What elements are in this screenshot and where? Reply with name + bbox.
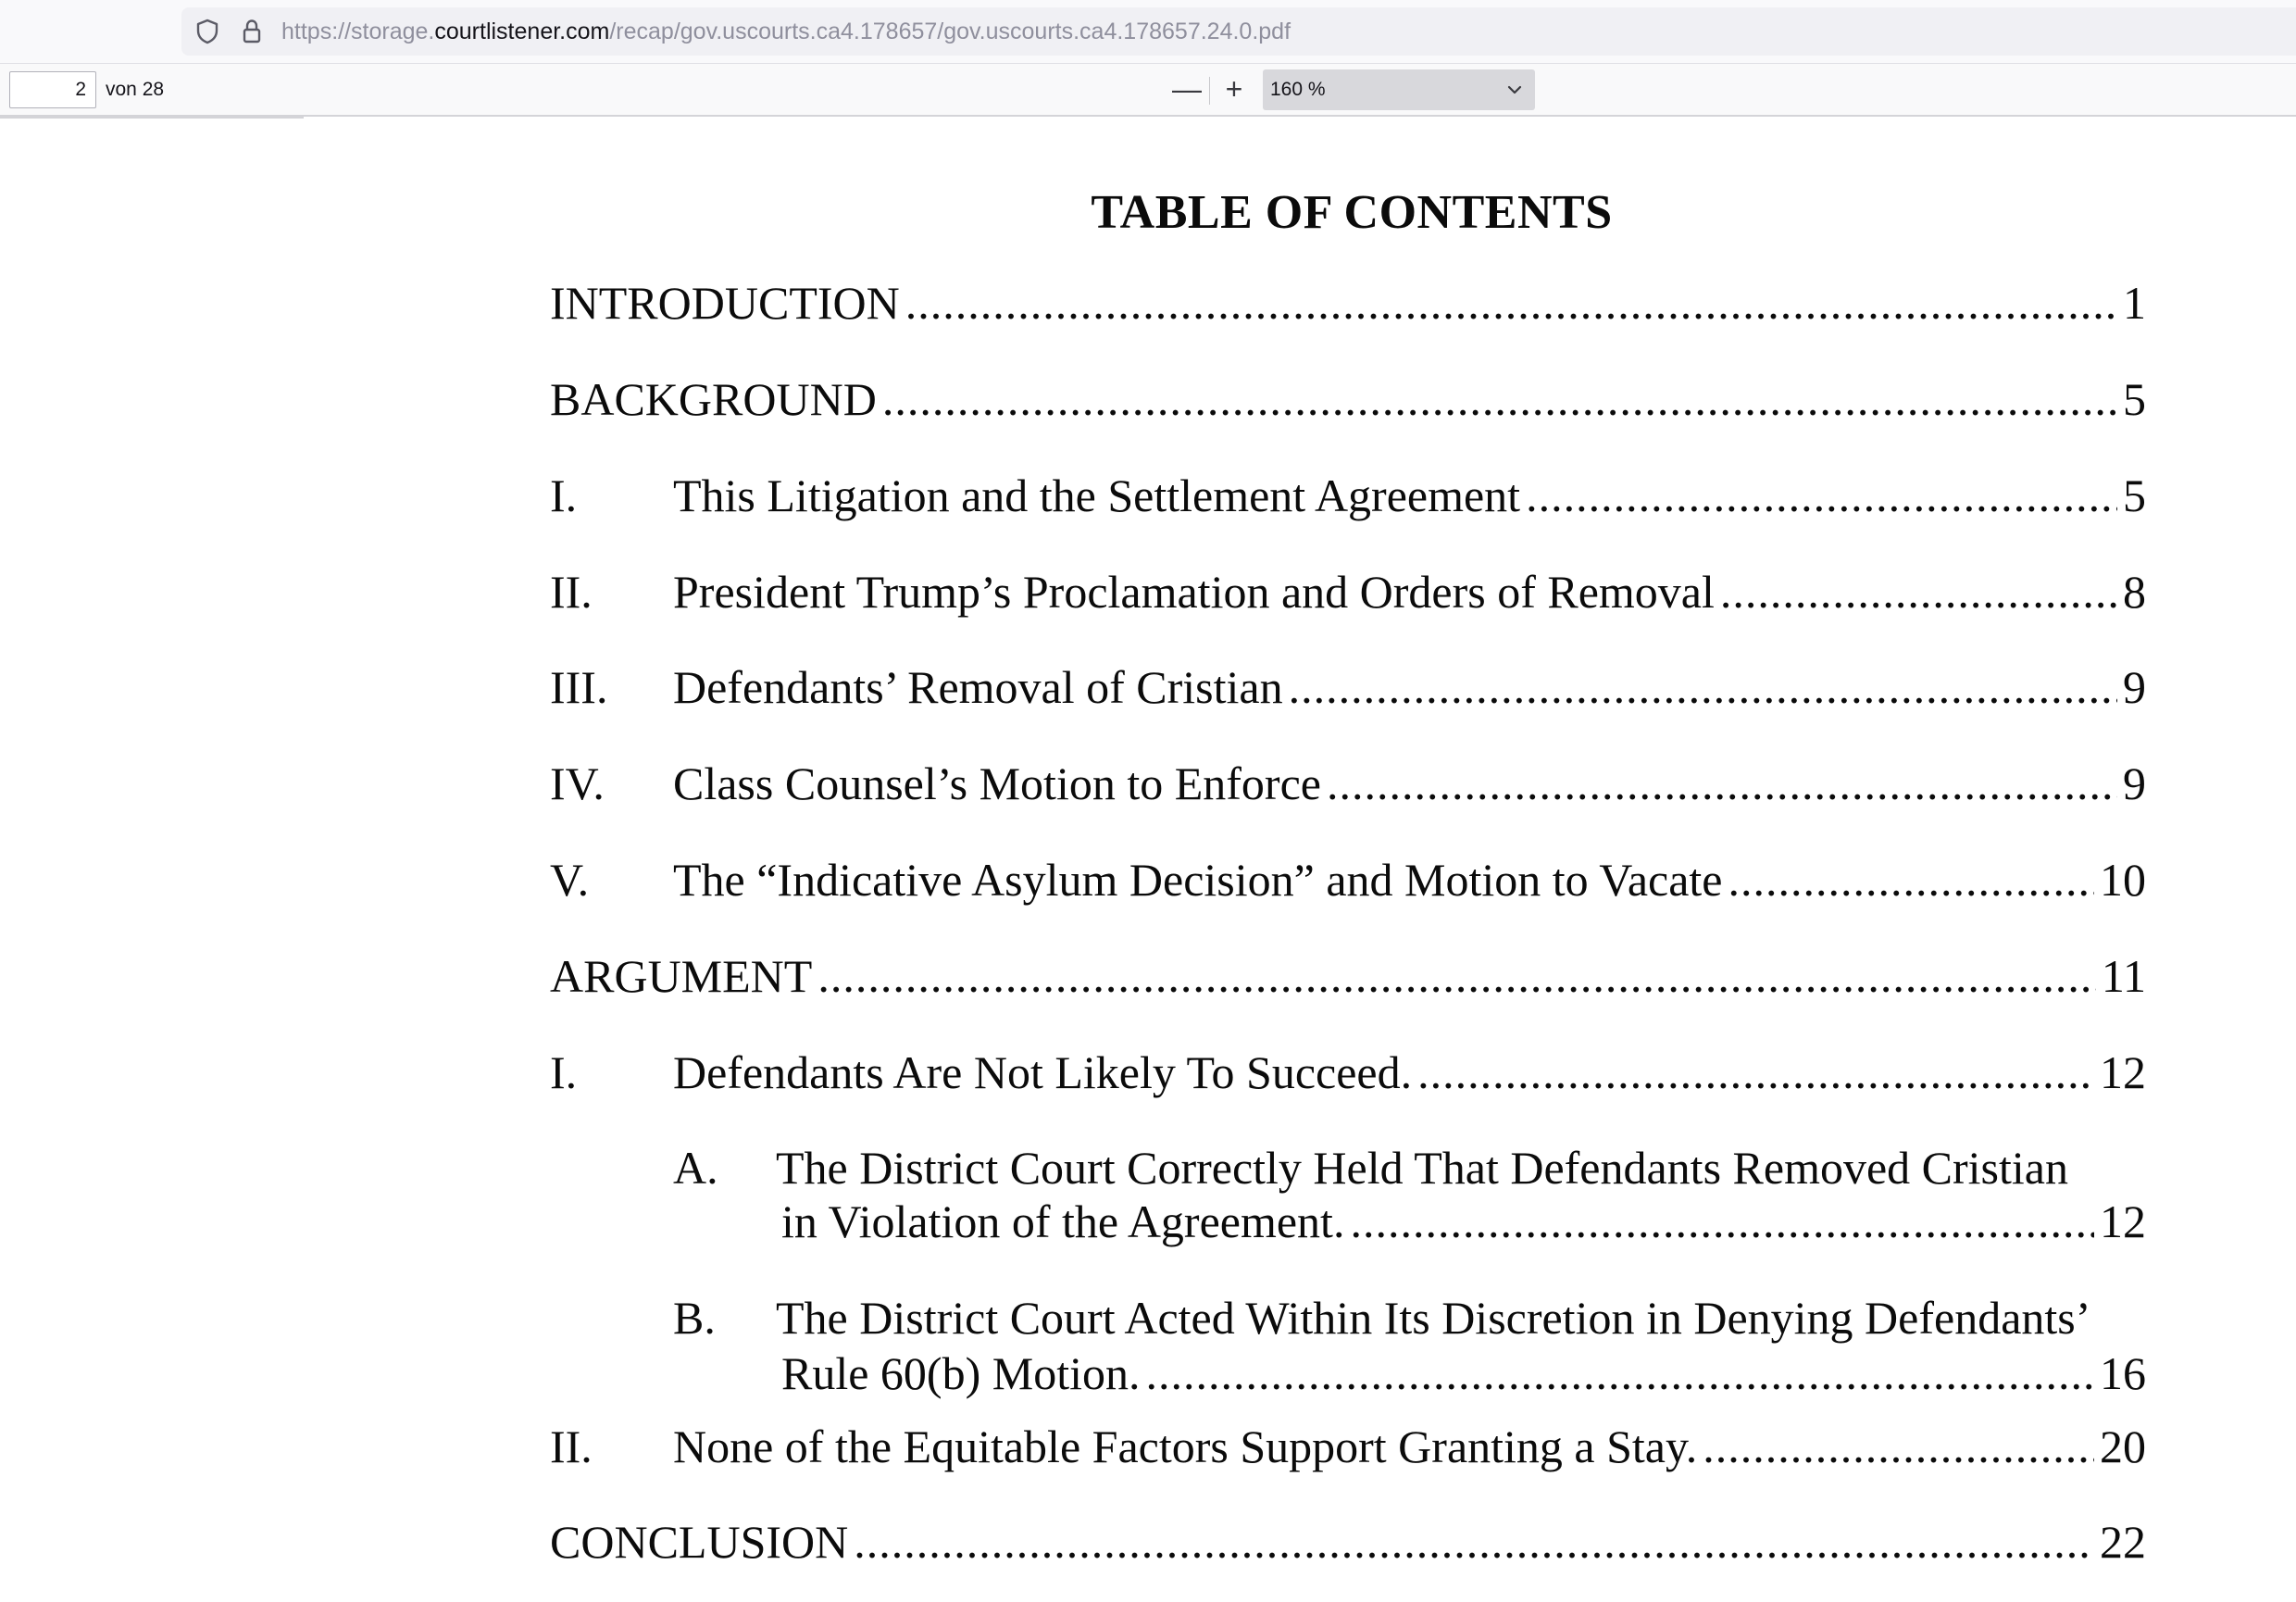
- zoom-divider: [1209, 77, 1210, 105]
- toc-leader: [817, 949, 2096, 1003]
- browser-url-bar: [0, 0, 2296, 63]
- toc-page-number: 16: [2100, 1347, 2146, 1399]
- toc-leader: [1145, 1346, 2094, 1400]
- toc-leader: [1728, 853, 2095, 907]
- toc-numeral: II.: [550, 1421, 593, 1472]
- toc-page-number: 9: [2123, 757, 2146, 809]
- toc-numeral: III.: [550, 661, 608, 713]
- url-host: courtlistener.com: [434, 19, 610, 44]
- toc-leader: [1526, 469, 2117, 522]
- zoom-in-button[interactable]: +: [1225, 72, 1243, 106]
- toc-page-number: 5: [2123, 469, 2146, 521]
- page-total-label: von 28: [106, 79, 165, 100]
- toc-page-number: 10: [2100, 854, 2146, 906]
- toc-numeral: I.: [550, 469, 578, 521]
- chevron-down-icon: [1505, 81, 1524, 99]
- zoom-value: 160 %: [1270, 79, 1326, 100]
- toc-leader: [854, 1515, 2094, 1569]
- toc-line: [550, 1515, 2146, 1569]
- toc-text: None of the Equitable Factors Support Granting a Stay.: [673, 1421, 1698, 1472]
- toc-leader: [1327, 757, 2117, 810]
- pdf-toolbar: [0, 63, 2296, 117]
- toc-text: This Litigation and the Settlement Agreement: [673, 469, 1521, 521]
- toc-leader: [905, 276, 2117, 330]
- toc-numeral: B.: [673, 1292, 716, 1344]
- toc-page-number: 20: [2100, 1421, 2146, 1472]
- toc-leader: [1703, 1420, 2094, 1473]
- toc-page-number: 12: [2100, 1195, 2146, 1247]
- toc-text-line-1: The District Court Acted Within Its Discretion in Denying Defendants’: [776, 1292, 2091, 1344]
- toc-leader: [882, 372, 2117, 426]
- page-number-input[interactable]: [9, 71, 96, 108]
- toc-text: BACKGROUND: [550, 373, 877, 425]
- toc-page-number: 12: [2100, 1046, 2146, 1098]
- toc-line: [673, 469, 2146, 522]
- toc-numeral: A.: [673, 1142, 718, 1194]
- toc-line: [673, 660, 2146, 714]
- toc-text: Class Counsel’s Motion to Enforce: [673, 757, 1321, 809]
- toc-line: [550, 372, 2146, 426]
- toc-page-number: 8: [2123, 566, 2146, 618]
- toc-page-number: 11: [2101, 950, 2146, 1002]
- toc-page-number: 1: [2123, 277, 2146, 329]
- page-title: TABLE OF CONTENTS: [1091, 186, 1613, 239]
- toc-line: [673, 853, 2146, 907]
- toc-line: [550, 949, 2146, 1003]
- toc-text: Defendants Are Not Likely To Succeed.: [673, 1046, 1413, 1098]
- toc-entry-argument-i-b[interactable]: [0, 1291, 2296, 1402]
- toc-line: [673, 565, 2146, 619]
- toc-line: [673, 1420, 2146, 1473]
- shield-icon[interactable]: [193, 17, 222, 46]
- url-path: /recap/gov.uscourts.ca4.178657/gov.uscourts.ca4.178657.24.0.pdf: [609, 19, 1292, 44]
- toc-line: [673, 1045, 2146, 1099]
- toc-text: INTRODUCTION: [550, 277, 900, 329]
- toc-leader: [1350, 1195, 2094, 1248]
- toc-leader: [1720, 565, 2117, 619]
- toc-line: [781, 1195, 2146, 1248]
- toc-page-number: 22: [2100, 1516, 2146, 1568]
- toc-text: ARGUMENT: [550, 950, 813, 1002]
- toc-text: The “Indicative Asylum Decision” and Motion to Vacate: [673, 854, 1723, 906]
- toc-line: [781, 1346, 2146, 1400]
- toc-text: in Violation of the Agreement.: [781, 1195, 1345, 1247]
- toc-entry-argument-i-a[interactable]: [0, 1141, 2296, 1252]
- toc-text-line-1: The District Court Correctly Held That Defendants Removed Cristian: [776, 1142, 2068, 1194]
- toc-numeral: II.: [550, 566, 593, 618]
- toc-leader: [1417, 1045, 2094, 1099]
- toc-numeral: IV.: [550, 757, 605, 809]
- toc-text: CONCLUSION: [550, 1516, 849, 1568]
- zoom-out-button[interactable]: —: [1172, 72, 1202, 106]
- toc-text: Defendants’ Removal of Cristian: [673, 661, 1283, 713]
- toc-page-number: 9: [2123, 661, 2146, 713]
- toc-page-number: 5: [2123, 373, 2146, 425]
- toc-line: [673, 757, 2146, 810]
- lock-icon[interactable]: [237, 17, 267, 46]
- url-text[interactable]: [281, 16, 1291, 47]
- toc-numeral: V.: [550, 854, 590, 906]
- url-prefix: https://storage.: [281, 19, 435, 44]
- toc-text: President Trump’s Proclamation and Orders of Removal: [673, 566, 1715, 618]
- toc-text: Rule 60(b) Motion.: [781, 1347, 1141, 1399]
- toc-line: [550, 276, 2146, 330]
- toc-numeral: I.: [550, 1046, 578, 1098]
- pdf-page: [0, 119, 2296, 1602]
- toc-leader: [1289, 660, 2117, 714]
- zoom-select[interactable]: [1263, 69, 1535, 110]
